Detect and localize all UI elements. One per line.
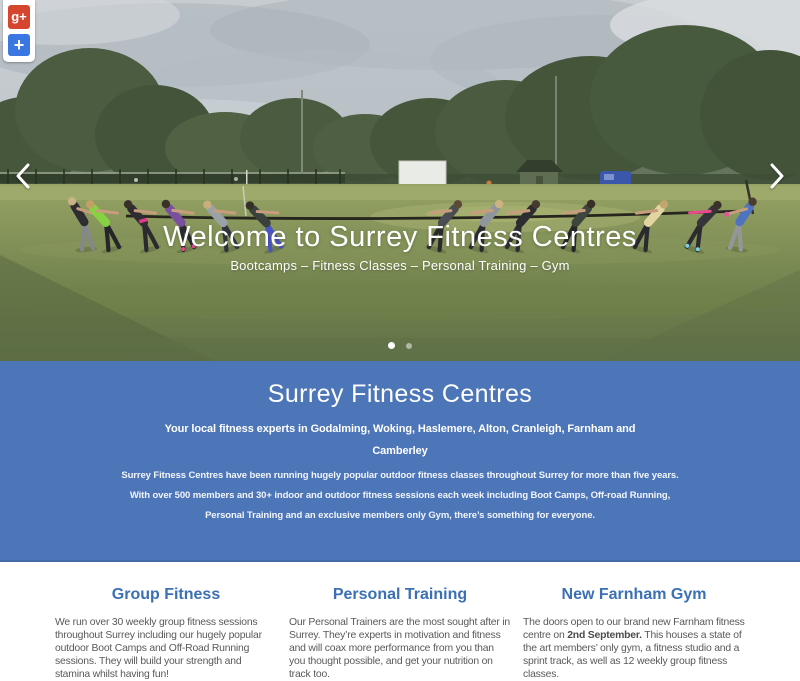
feature-body (289, 616, 511, 681)
carousel-dots (0, 342, 800, 349)
feature-personal-training (289, 586, 511, 681)
chevron-left-icon (15, 163, 31, 189)
google-plus-icon[interactable]: g+ (8, 5, 30, 29)
intro-heading: Surrey Fitness Centres (267, 380, 533, 408)
hero-subtitle: Bootcamps – Fitness Classes – Personal Training – Gym (230, 258, 570, 273)
intro-body: Surrey Fitness Centres have been running hugely popular outdoor fitness classes throughout Surrey for more than five years. With over 500 members and 30+ indoor and outdoor fitness sessions each week including Boot Camps, Off-road Running, Personal Training and an exclusive members only Gym, there’s something for everyone. (121, 470, 679, 521)
carousel-prev-button[interactable] (12, 162, 34, 190)
intro-subheading: Your local fitness experts in Godalming, Woking, Haslemere, Alton, Cranleigh, Farnham and Camberley (164, 423, 636, 457)
feature-title: Group Fitness (111, 586, 221, 603)
feature-title: New Farnham Gym (561, 586, 707, 603)
feature-new-farnham-gym (523, 586, 745, 681)
feature-text-bold: 2nd September. (567, 630, 642, 641)
carousel-next-button[interactable] (766, 162, 788, 190)
addthis-share-icon[interactable]: + (8, 34, 30, 56)
features-section (0, 562, 800, 681)
feature-text: This houses a state of the art members’ only gym, a fitness studio and a sprint track, as well as 12 weekly group fitness classes. (523, 630, 742, 680)
carousel-dot[interactable] (406, 343, 412, 349)
intro-section (0, 361, 800, 562)
chevron-right-icon (769, 163, 785, 189)
share-toolbar (3, 0, 35, 62)
feature-title: Personal Training (332, 586, 468, 603)
feature-body (55, 616, 277, 681)
feature-text: The doors open to our brand new Farnham fitness centre on (523, 617, 745, 641)
carousel-dot[interactable] (388, 342, 395, 349)
feature-body (523, 616, 745, 681)
feature-text: Our Personal Trainers are the most sought after in Surrey. They’re experts in motivation and fitness and will coax more performance from you than you thought possible, and get your nutrition on track too. (289, 617, 511, 680)
features-row (55, 586, 745, 681)
feature-text: We run over 30 weekly group fitness sessions throughout Surrey including our hugely popular outdoor Boot Camps and Off-Road Running sessions. They will build your strength and stamina whilst having fun! (55, 617, 262, 680)
hero-title: Welcome to Surrey Fitness Centres (163, 221, 637, 253)
hero-caption (0, 220, 800, 275)
feature-group-fitness (55, 586, 277, 681)
